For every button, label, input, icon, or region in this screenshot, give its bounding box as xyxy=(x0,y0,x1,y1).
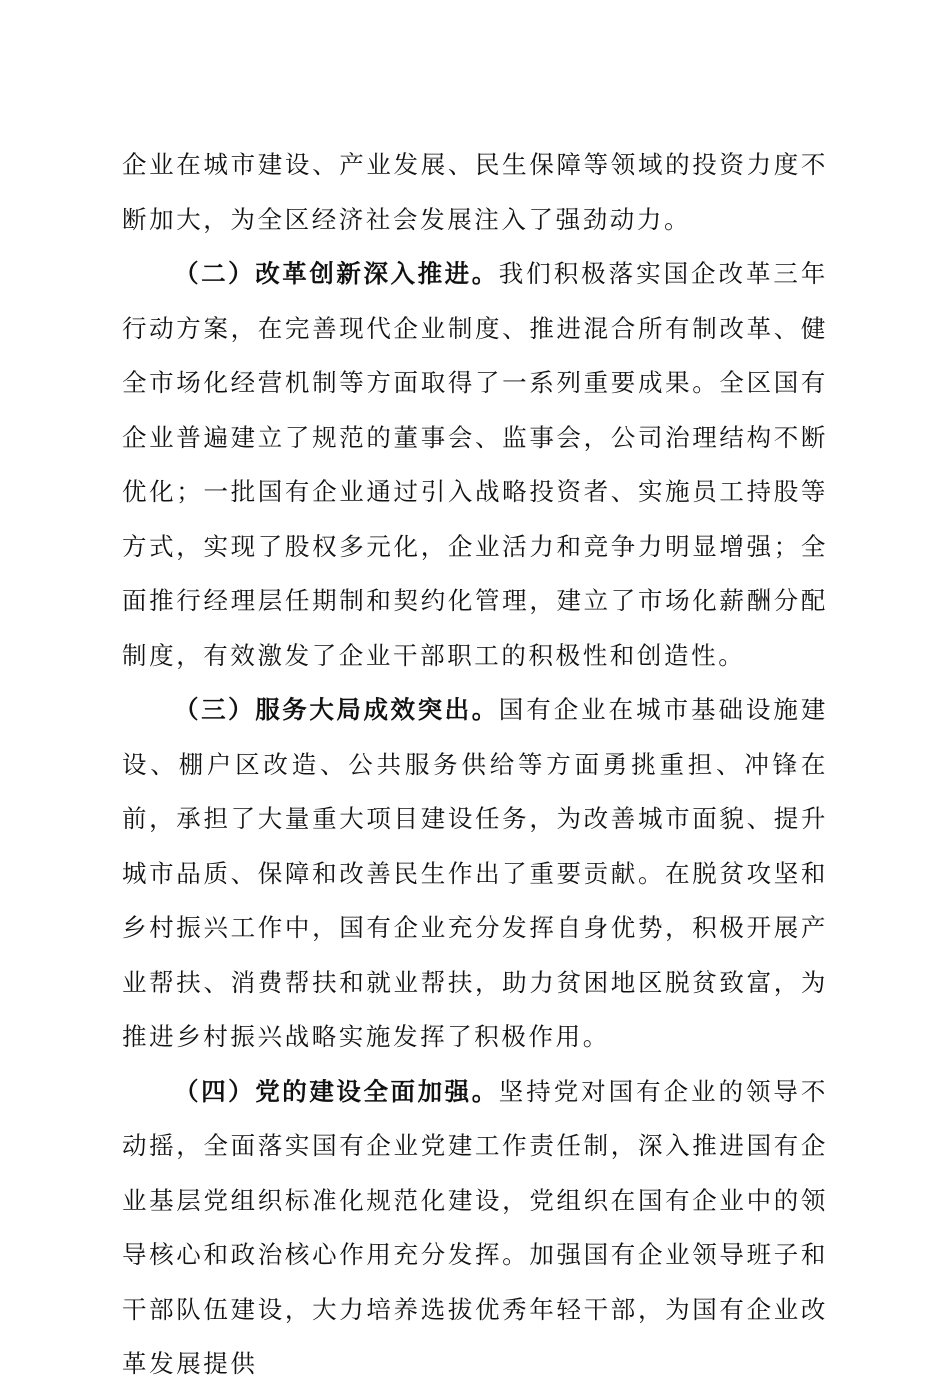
paragraph-body: 我们积极落实国企改革三年行动方案，在完善现代企业制度、推进混合所有制改革、健全市场化经营机制等方面取得了一系列重要成果。全区国有企业普遍建立了规范的董事会、监事会，公司治理结构不断优化；一批国有企业通过引入战略投资者、实施员工持股等方式，实现了股权多元化，企业活力和竞争力明显增强；全面推行经理层任期制和契约化管理，建立了市场化薪酬分配制度，有效激发了企业干部职工的积极性和创造性。 xyxy=(122,259,828,670)
paragraph-serve-overall xyxy=(122,683,828,1065)
section-heading: （二）改革创新深入推进。 xyxy=(174,259,499,288)
section-heading: （四）党的建设全面加强。 xyxy=(174,1076,499,1106)
paragraph-continuation xyxy=(122,138,828,247)
paragraph-party-building xyxy=(122,1065,828,1392)
paragraph-body: 坚持党对国有企业的领导不动摇，全面落实国有企业党建工作责任制，深入推进国有企业基层党组织标准化规范化建设，党组织在国有企业中的领导核心和政治核心作用充分发挥。加强国有企业领导班子和干部队伍建设，大力培养选拔优秀年轻干部，为国有企业改革发展提供 xyxy=(122,1076,828,1378)
paragraph-reform-innovation xyxy=(122,247,828,683)
paragraph-body: 国有企业在城市基础设施建设、棚户区改造、公共服务供给等方面勇挑重担、冲锋在前，承担了大量重大项目建设任务，为改善城市面貌、提升城市品质、保障和改善民生作出了重要贡献。在脱贫攻坚和乡村振兴工作中，国有企业充分发挥自身优势，积极开展产业帮扶、消费帮扶和就业帮扶，助力贫困地区脱贫致富，为推进乡村振兴战略实施发挥了积极作用。 xyxy=(122,695,828,1051)
document-body xyxy=(122,138,828,1392)
section-heading: （三）服务大局成效突出。 xyxy=(174,695,499,724)
paragraph-body: 企业在城市建设、产业发展、民生保障等领域的投资力度不断加大，为全区经济社会发展注入了强劲动力。 xyxy=(122,150,828,234)
